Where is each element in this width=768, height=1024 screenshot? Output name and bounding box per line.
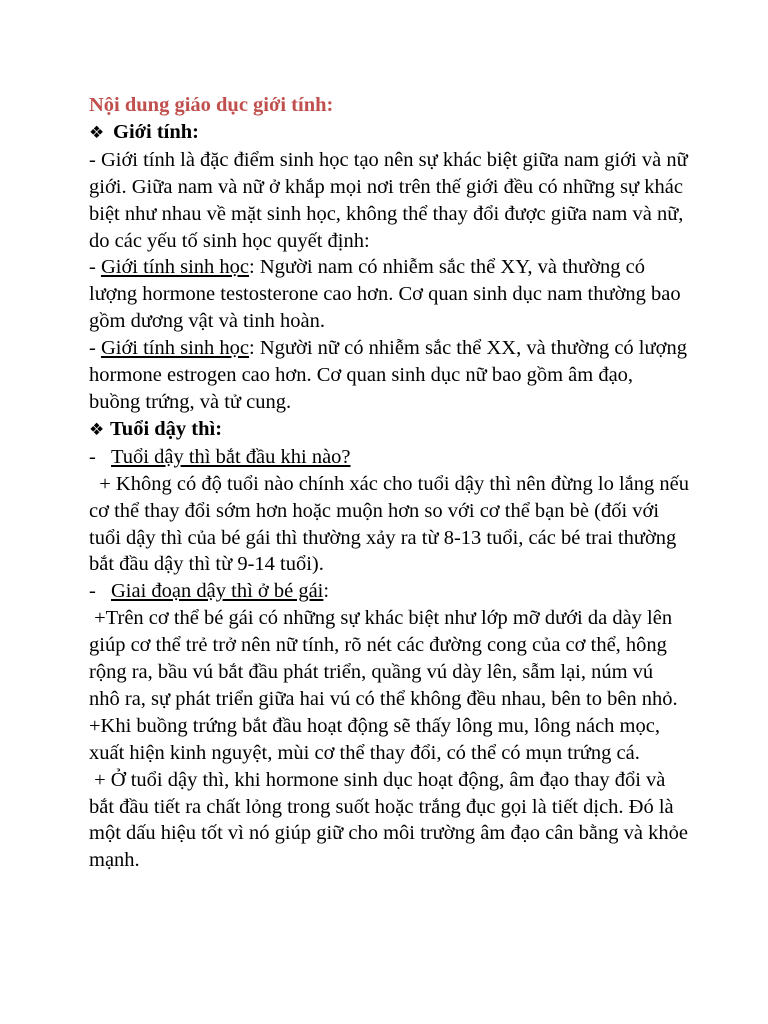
underlined-subheading: Giai đoạn dậy thì ở bé gái [111,580,324,603]
subheading-suffix: : [323,580,330,603]
section-heading-label: Tuổi dậy thì: [110,417,223,440]
diamond-bullet-icon: ❖ [89,122,105,143]
paragraph-vaginal-discharge: + Ở tuổi dậy thì, khi hormone sinh dục hoạt động, âm đạo thay đổi và bắt đầu tiết ra chất lỏng trong suốt hoặc trắng đục gọi là tiết dịch. Đó là một dấu hiệu tốt vì nó giúp giữ cho môi trường âm đạo cân bằng và khỏe mạnh. [89,768,694,872]
document-body [89,92,695,874]
underlined-term: Giới tính sinh học [100,256,250,279]
underlined-term: Giới tính sinh học [100,337,250,360]
paragraph-puberty-age: + Không có độ tuổi nào chính xác cho tuổi dậy thì nên đừng lo lắng nếu cơ thể thay đổi sớm hơn hoặc muộn hơn so với cơ thể bạn bè (đối với tuổi dậy thì của bé gái thì thường xảy ra từ 8-13 tuổi, các bé trai thường bắt đầu dậy thì từ 9-14 tuổi). [89,472,695,576]
paragraph-text: : Người nam có nhiễm sắc thể XY, và thường có lượng hormone testosterone cao hơn. Cơ quan sinh dục nam thường bao gồm dương vật và tinh hoàn. [89,256,681,333]
paragraph-male-biology [89,254,689,335]
section-heading-label: Giới tính: [113,120,199,143]
subheading-girl-puberty-stage [89,578,689,605]
subheading-when-puberty [89,444,689,471]
paragraph-text: : Người nữ có nhiễm sắc thể XX, và thường có lượng hormone estrogen cao hơn. Cơ quan sinh dục nữ bao gồm âm đạo, buồng trứng, và tử cung. [89,337,687,413]
underlined-subheading: Tuổi dậy thì bắt đầu khi nào? [111,445,351,468]
document-title: Nội dung giáo dục giới tính: [89,94,334,116]
section-heading-gioi-tinh [89,119,689,147]
section-heading-tuoi-day-thi [89,416,689,444]
dash-marker: - [89,580,96,603]
paragraph-body-changes: +Trên cơ thể bé gái có những sự khác biệt như lớp mỡ dưới da dày lên giúp cơ thể trẻ trở nên nữ tính, rõ nét các đường cong của cơ thể, hông rộng ra, bầu vú bắt đầu phát triển, quầng vú dày lên, sẫm lại, núm vú nhô ra, sự phát triển giữa hai vú có thể không đều nhau, bên to bên nhỏ. [89,607,678,710]
paragraph-ovary-activity: +Khi buồng trứng bắt đầu hoạt động sẽ thấy lông mu, lông nách mọc, xuất hiện kinh nguyệt, mùi cơ thể thay đổi, có thể có mụn trứng cá. [89,714,660,764]
paragraph-female-biology [89,335,689,416]
dash-marker: - [89,445,96,468]
diamond-bullet-icon: ❖ [89,419,105,440]
paragraph-gioi-tinh-definition: - Giới tính là đặc điểm sinh học tạo nên sự khác biệt giữa nam giới và nữ giới. Giữa nam và nữ ở khắp mọi nơi trên thế giới đều có những sự khác biệt như nhau về mặt sinh học, không thể thay đổi được giữa nam và nữ, do các yếu tố sinh học quyết định: [89,148,688,252]
paragraph-prefix: - [89,256,101,279]
paragraph-prefix: - [89,337,101,360]
